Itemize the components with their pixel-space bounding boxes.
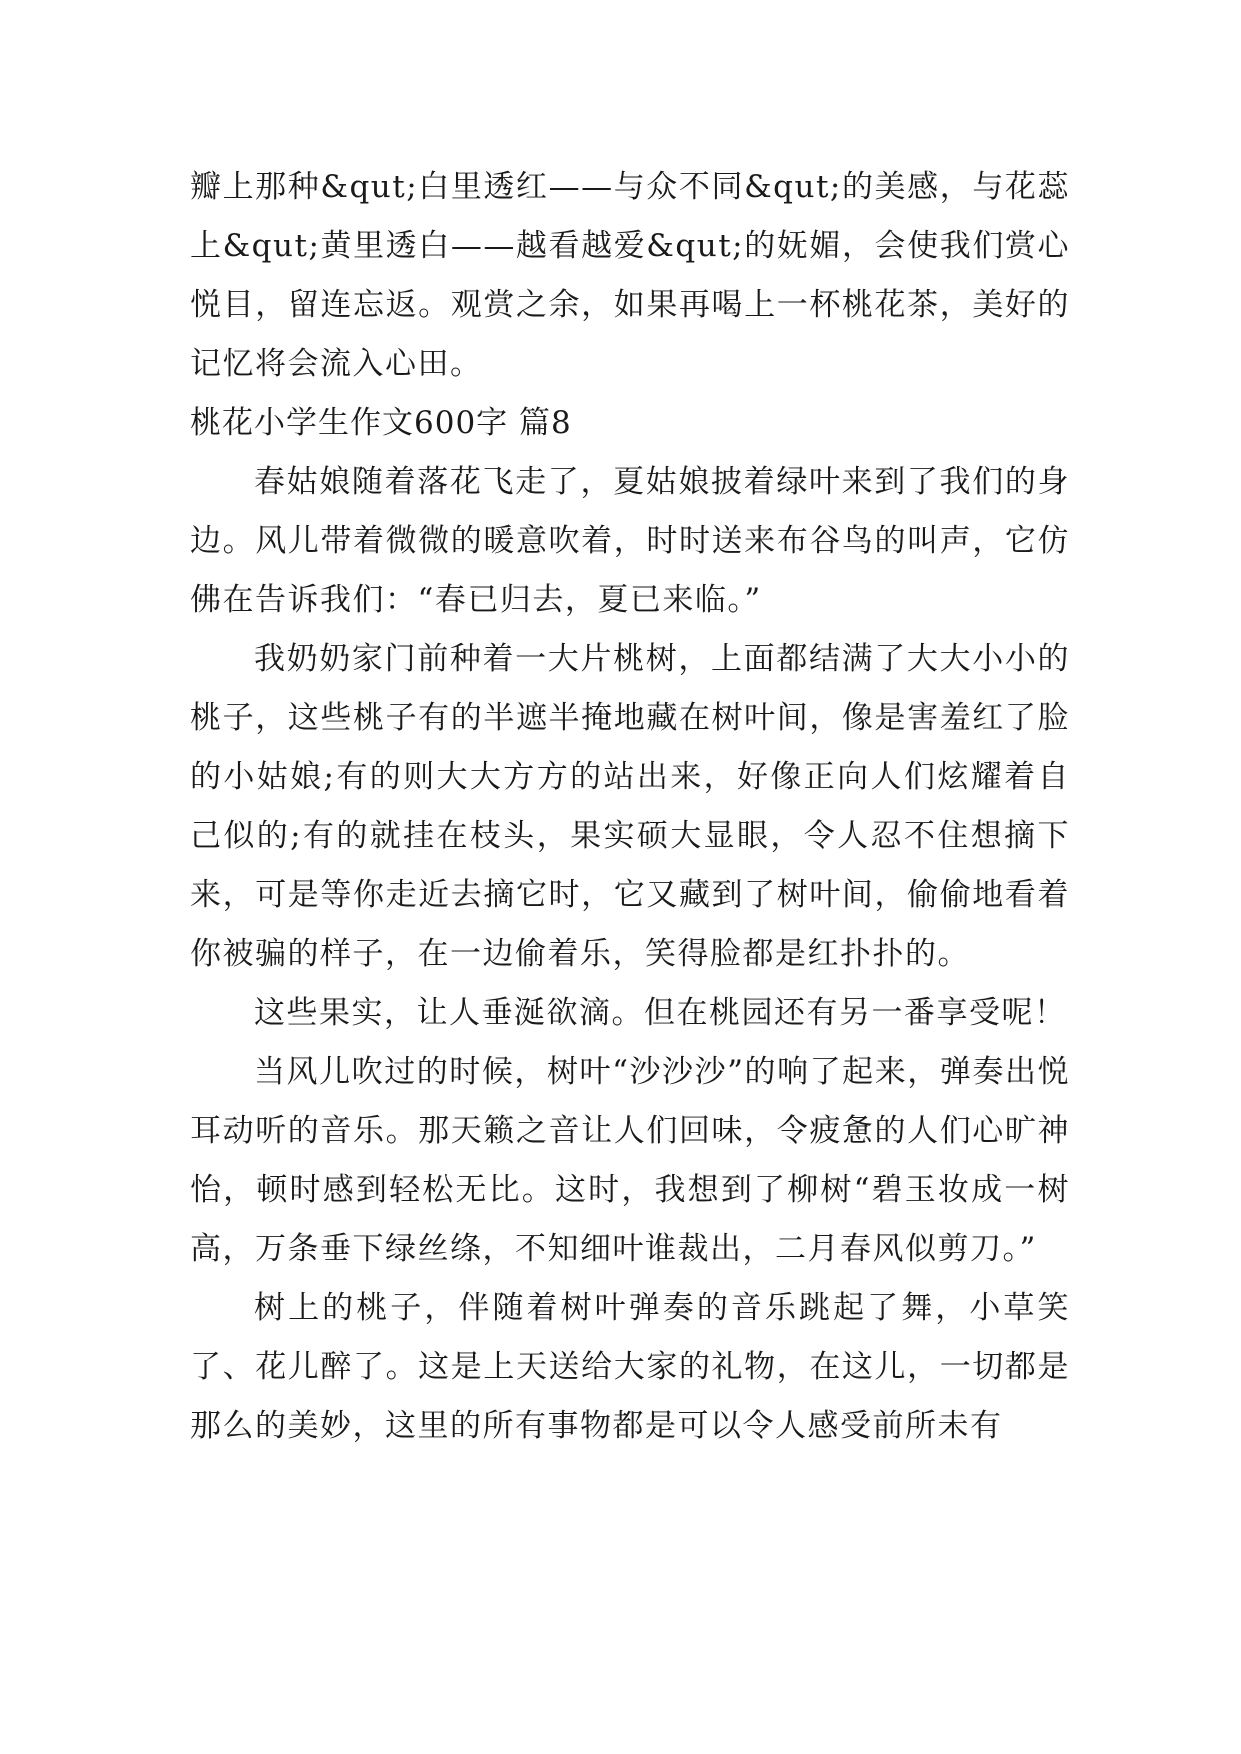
paragraph-2: 春姑娘随着落花飞走了，夏姑娘披着绿叶来到了我们的身边。风儿带着微微的暖意吹着，时时送来布谷鸟的叫声，它仿佛在告诉我们：“春已归去，夏已来临。” [190,464,1070,618]
section-heading: 桃花小学生作文600字 篇8 [190,405,572,441]
document-body [190,158,1070,1456]
paragraph-1: 瓣上那种&qut;白里透红——与众不同&qut;的美感，与花蕊上&qut;黄里透白——越看越爱&qut;的妩媚，会使我们赏心悦目，留连忘返。观赏之余，如果再喝上一杯桃花茶，美好的记忆将会流入心田。 [190,169,1070,382]
paragraph-4: 这些果实，让人垂涎欲滴。但在桃园还有另一番享受呢！ [254,995,1067,1031]
paragraph-5: 当风儿吹过的时候，树叶“沙沙沙”的响了起来，弹奏出悦耳动听的音乐。那天籁之音让人们回味，令疲惫的人们心旷神怡，顿时感到轻松无比。这时，我想到了柳树“碧玉妆成一树高，万条垂下绿丝绦，不知细叶谁裁出，二月春风似剪刀。” [190,1054,1070,1267]
paragraph-6: 树上的桃子，伴随着树叶弹奏的音乐跳起了舞，小草笑了、花儿醉了。这是上天送给大家的礼物，在这儿，一切都是那么的美妙，这里的所有事物都是可以令人感受前所未有 [190,1290,1070,1444]
paragraph-3: 我奶奶家门前种着一大片桃树，上面都结满了大大小小的桃子，这些桃子有的半遮半掩地藏在树叶间，像是害羞红了脸的小姑娘;有的则大大方方的站出来，好像正向人们炫耀着自己似的;有的就挂在枝头，果实硕大显眼，令人忍不住想摘下来，可是等你走近去摘它时，它又藏到了树叶间，偷偷地看着你被骗的样子，在一边偷着乐，笑得脸都是红扑扑的。 [190,641,1070,972]
